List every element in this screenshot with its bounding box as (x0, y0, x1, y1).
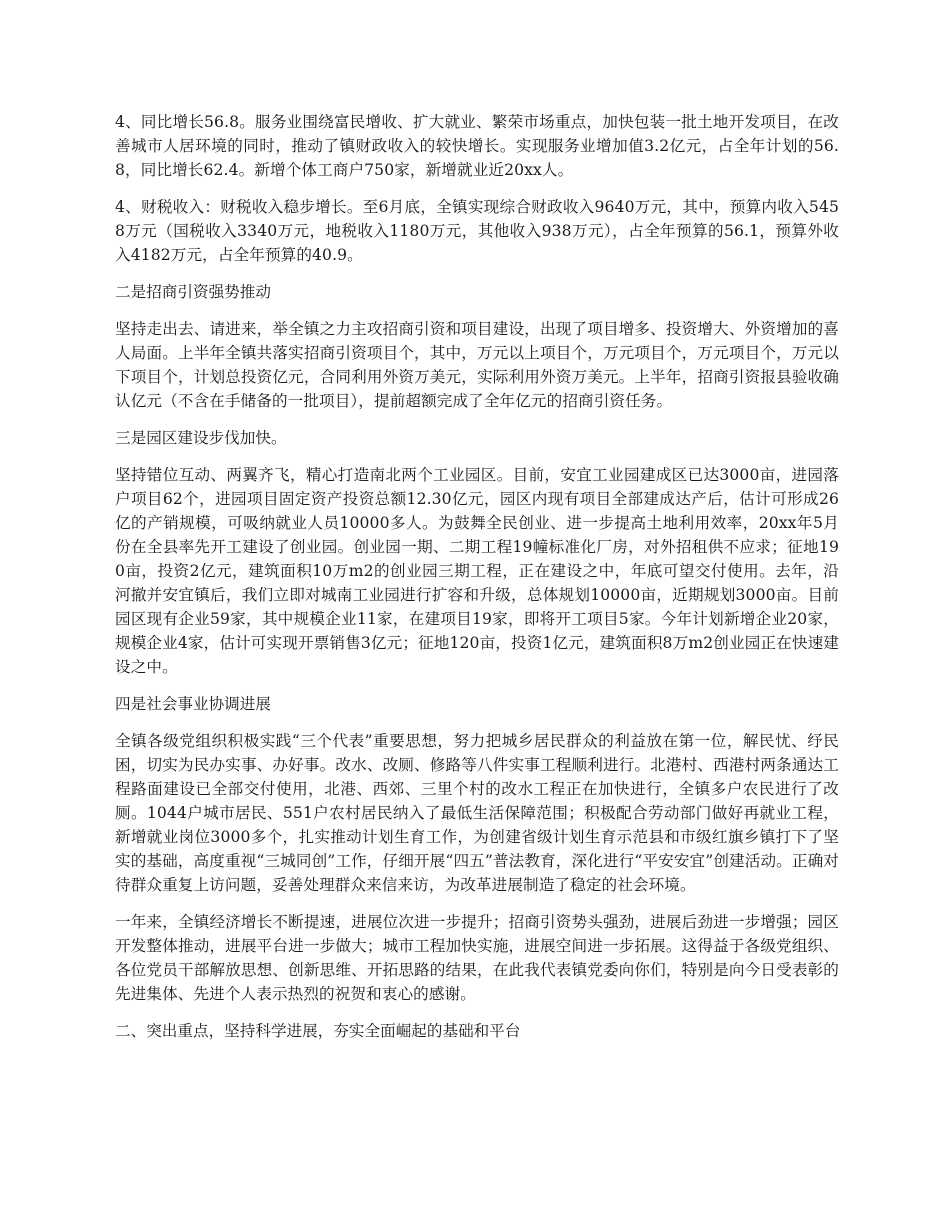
paragraph-park-construction: 坚持错位互动、两翼齐飞，精心打造南北两个工业园区。目前，安宜工业园建成区已达3000亩，进园落户项目62个，进园项目固定资产投资总额12.30亿元，园区内现有项目全部建成达产后，估计可形成26亿的产销规模，可吸纳就业人员10000多人。为鼓舞全民创业、进一步提高土地利用效率，20xx年5月份在全县率先开工建设了创业园。创业园一期、二期工程19幢标准化厂房，对外招租供不应求；征地190亩，投资2亿元，建筑面积10万m2的创业园三期工程，正在建设之中，年底可望交付使用。去年，沿河撤并安宜镇后，我们立即对城南工业园进行扩容和升级，总体规划10000亩，近期规划3000亩。目前园区现有企业59家，其中规模企业11家，在建项目19家，即将开工项目5家。今年计划新增企业20家，规模企业4家，估计可实现开票销售3亿元；征地120亩，投资1亿元，建筑面积8万m2创业园正在快速建设之中。 (115, 466, 839, 676)
heading-park-construction: 三是园区建设步伐加快。 (115, 429, 287, 447)
paragraph-investment-attraction: 坚持走出去、请进来，举全镇之力主攻招商引资和项目建设，出现了项目增多、投资增大、外资增加的喜人局面。上半年全镇共落实招商引资项目个，其中，万元以上项目个，万元项目个，万元项目个，万元以下项目个，计划总投资亿元，合同利用外资万美元，实际利用外资万美元。上半年，招商引资报县验收确认亿元（不含在手储备的一批项目），提前超额完成了全年亿元的招商引资任务。 (115, 320, 839, 410)
heading-investment-attraction: 二是招商引资强势推动 (115, 283, 271, 301)
paragraph-year-summary: 一年来，全镇经济增长不断提速，进展位次进一步提升；招商引资势头强劲，进展后劲进一步增强；园区开发整体推动，进展平台进一步做大；城市工程加快实施，进展空间进一步拓展。这得益于各级党组织、各位党员干部解放思想、创新思维、开拓思路的结果，在此我代表镇党委向你们，特别是向今日受表彰的先进集体、先进个人表示热烈的祝贺和衷心的感谢。 (115, 913, 839, 1003)
paragraph-service-industry: 4、同比增长56.8。服务业围绕富民增收、扩大就业、繁荣市场重点，加快包装一批土地开发项目，在改善城市人居环境的同时，推动了镇财政收入的较快增长。实现服务业增加值3.2亿元，占全年计划的56.8，同比增长62.4。新增个体工商户750家，新增就业近20xx人。 (115, 113, 839, 179)
document-body (115, 110, 839, 1056)
paragraph-fiscal-revenue: 4、财税收入：财税收入稳步增长。至6月底，全镇实现综合财政收入9640万元，其中，预算内收入5458万元（国税收入3340万元，地税收入1180万元，其他收入938万元），占全年预算的56.1，预算外收入4182万元，占全年预算的40.9。 (115, 198, 839, 264)
heading-social-affairs: 四是社会事业协调进展 (115, 695, 271, 713)
paragraph-social-affairs: 全镇各级党组织积极实践“三个代表”重要思想，努力把城乡居民群众的利益放在第一位，解民忧、纾民困，切实为民办实事、办好事。改水、改厕、修路等八件实事工程顺利进行。北港村、西港村两条通达工程路面建设已全部交付使用，北港、西郊、三里个村的改水工程正在加快进行，全镇多户农民进行了改厕。1044户城市居民、551户农村居民纳入了最低生活保障范围；积极配合劳动部门做好再就业工程，新增就业岗位3000多个，扎实推动计划生育工作，为创建省级计划生育示范县和市级红旗乡镇打下了坚实的基础，高度重视“三城同创”工作，仔细开展“四五”普法教育，深化进行“平安安宜”创建活动。正确对待群众重复上访问题，妥善处理群众来信来访，为改革进展制造了稳定的社会环境。 (115, 732, 839, 894)
heading-section-two: 二、突出重点，坚持科学进展，夯实全面崛起的基础和平台 (115, 1022, 521, 1040)
